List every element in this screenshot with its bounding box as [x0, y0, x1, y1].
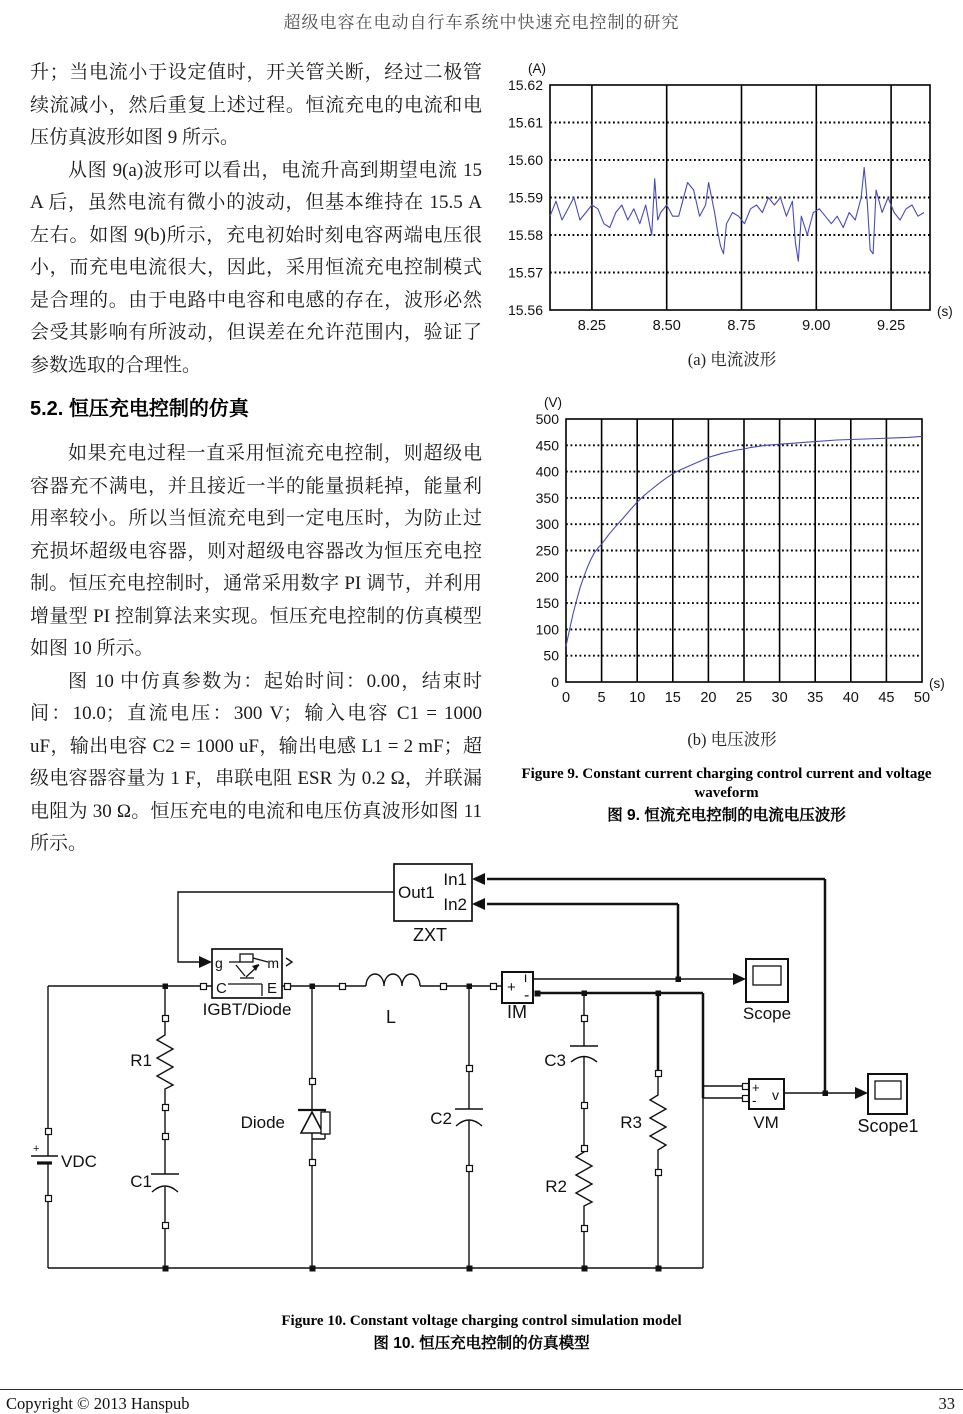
svg-text:9.25: 9.25 [876, 318, 906, 334]
svg-text:15: 15 [664, 690, 681, 706]
svg-text:15.57: 15.57 [507, 264, 543, 281]
svg-text:20: 20 [700, 690, 717, 706]
figure10-caption-zh: 图 10. 恒压充电控制的仿真模型 [373, 1335, 590, 1352]
port-markers [46, 984, 749, 1232]
igbt-collector-label: C [216, 980, 227, 997]
svg-text:250: 250 [535, 542, 559, 559]
paragraph-2: 从图 9(a)波形可以看出，电流升高到期望电流 15 A 后，虽然电流有微小的波动，但基本维持在 15.5 A 左右。如图 9(b)所示，充电初始时刻电容两端电压很小，而充电电流很大，因此，采用恒流充电控制模式是合理的。由于电路中电容和电感的存在，波形必然会受其影响有所波动，但误差在允许范围内，验证了参数选取的合理性。 [30, 159, 482, 376]
scope-block-label: Scope [742, 1004, 792, 1023]
svg-text:35: 35 [807, 690, 824, 706]
svg-text:45: 45 [878, 690, 895, 706]
svg-text:15.56: 15.56 [507, 302, 543, 318]
dc-source-icon [31, 1156, 58, 1163]
vm-plus-label: + [752, 1080, 760, 1095]
svg-text:500: 500 [535, 411, 559, 427]
scope1-block-label: Scope1 [857, 1116, 919, 1136]
paragraph-3: 如果充电过程一直采用恒流充电控制，则超级电容器充不满电，并且接近一半的能量损耗掉，能量利用率较小。所以当恒流充电到一定电压时，为防止过充损坏超级电容器，则对超级电容器改为恒压充电控制。恒压充电控制时，通常采用数字 PI 调节，并利用增量型 PI 控制算法来实现。恒压充电控制的仿真模型如图 10 所示。 [30, 443, 482, 659]
vdc-label: VDC [61, 1152, 97, 1171]
svg-text:30: 30 [771, 690, 788, 706]
svg-text:9.00: 9.00 [802, 318, 831, 334]
im-minus-label: - [524, 987, 530, 1004]
inductor-label: L [385, 1007, 397, 1027]
zxt-in2-port-label: In2 [443, 895, 467, 914]
battery-plus-label: + [33, 1143, 40, 1155]
svg-text:(s): (s) [937, 304, 953, 319]
figure9-caption [490, 765, 963, 827]
svg-text:200: 200 [535, 568, 559, 585]
scope-screen-icon [753, 966, 781, 985]
svg-text:(V): (V) [544, 395, 562, 410]
zxt-block-label: ZXT [413, 925, 447, 945]
c2-label: C2 [430, 1109, 452, 1128]
footer-rule [0, 1389, 963, 1390]
c3-label: C3 [544, 1051, 566, 1070]
svg-text:50: 50 [913, 690, 931, 706]
zxt-in1-port-label: In1 [443, 870, 467, 889]
chart-voltage-waveform [500, 392, 962, 722]
figure10-caption [0, 1312, 963, 1355]
r1-label: R1 [130, 1051, 152, 1070]
figure10-caption-en: Figure 10. Constant voltage charging control simulation model [281, 1313, 682, 1329]
svg-text:0: 0 [561, 690, 571, 706]
svg-text:5: 5 [597, 690, 606, 706]
circuit-wires [48, 892, 855, 1268]
svg-text:15.58: 15.58 [507, 227, 543, 243]
paragraph-4: 图 10 中仿真参数为：起始时间：0.00，结束时间：10.0；直流电压：300 V；输入电容 C1 = 1000 uF，输出电容 C2 = 1000 uF，输出电感 L1 = 2 mF；超级电容器容量为 1 F，串联电阻 ESR 为 0.2 Ω，并联漏电阻为 30 Ω。恒压充电的电流和电压仿真波形如图 11 所示。 [30, 670, 482, 854]
copyright-text: Copyright © 2013 Hanspub [6, 1394, 190, 1413]
svg-text:(A): (A) [528, 61, 546, 76]
svg-text:8.50: 8.50 [652, 318, 681, 334]
svg-text:15.60: 15.60 [507, 152, 543, 168]
svg-text:350: 350 [535, 489, 559, 506]
body-text-column [30, 57, 482, 861]
svg-text:40: 40 [842, 690, 859, 706]
im-i-label: i [524, 969, 528, 985]
section-heading-5-2: 5.2. 恒压充电控制的仿真 [30, 398, 249, 420]
page-title: 超级电容在电动自行车系统中快速充电控制的研究 [283, 13, 680, 32]
zxt-out1-port-label: Out1 [398, 883, 435, 902]
r3-label: R3 [620, 1113, 642, 1132]
vm-minus-label: - [752, 1092, 757, 1108]
current-waveform-svg [500, 58, 962, 344]
vm-block-label: VM [753, 1113, 779, 1132]
diode-icon [298, 1110, 330, 1134]
chart-b-caption: (b) 电压波形 [687, 730, 777, 749]
svg-text:150: 150 [535, 595, 559, 612]
figure10-simulation-diagram [0, 845, 963, 1305]
svg-text:10: 10 [629, 690, 646, 706]
simulink-blocks [212, 864, 907, 1114]
svg-text:15.59: 15.59 [507, 189, 543, 206]
svg-text:100: 100 [535, 621, 559, 638]
igbt-gate-label: g [215, 955, 223, 971]
svg-text:15.62: 15.62 [507, 77, 543, 93]
igbt-block-label: IGBT/Diode [202, 1000, 292, 1019]
igbt-m-label: m [267, 955, 279, 971]
svg-text:(s): (s) [929, 676, 945, 691]
voltage-waveform-svg [500, 392, 962, 722]
svg-text:25: 25 [735, 690, 753, 706]
svg-text:450: 450 [535, 437, 559, 454]
igbt-emitter-label: E [266, 980, 277, 997]
svg-text:400: 400 [535, 463, 559, 480]
svg-text:8.25: 8.25 [577, 318, 607, 334]
im-plus-label: + [507, 979, 516, 996]
vm-v-label: v [772, 1087, 779, 1103]
svg-text:50: 50 [543, 647, 559, 664]
svg-text:15.61: 15.61 [507, 114, 543, 131]
figure9-caption-en: Figure 9. Constant current charging control current and voltage waveform [521, 766, 932, 801]
chart-a-caption: (a) 电流波形 [687, 350, 777, 369]
im-block-label: IM [507, 1002, 527, 1022]
diode-label: Diode [240, 1113, 285, 1132]
scope1-screen-icon [875, 1081, 901, 1099]
svg-text:300: 300 [535, 516, 559, 533]
r2-label: R2 [545, 1177, 567, 1196]
svg-text:0: 0 [551, 674, 559, 690]
svg-text:8.75: 8.75 [727, 318, 756, 334]
page-number: 33 [938, 1394, 955, 1413]
chart-current-waveform [500, 58, 962, 344]
figure9-caption-zh: 图 9. 恒流充电控制的电流电压波形 [607, 807, 846, 824]
paragraph-1: 升；当电流小于设定值时，开关管关断，经过二极管续流减小，然后重复上述过程。恒流充电的电流和电压仿真波形如图 9 所示。 [30, 62, 482, 148]
c1-label: C1 [130, 1172, 152, 1191]
